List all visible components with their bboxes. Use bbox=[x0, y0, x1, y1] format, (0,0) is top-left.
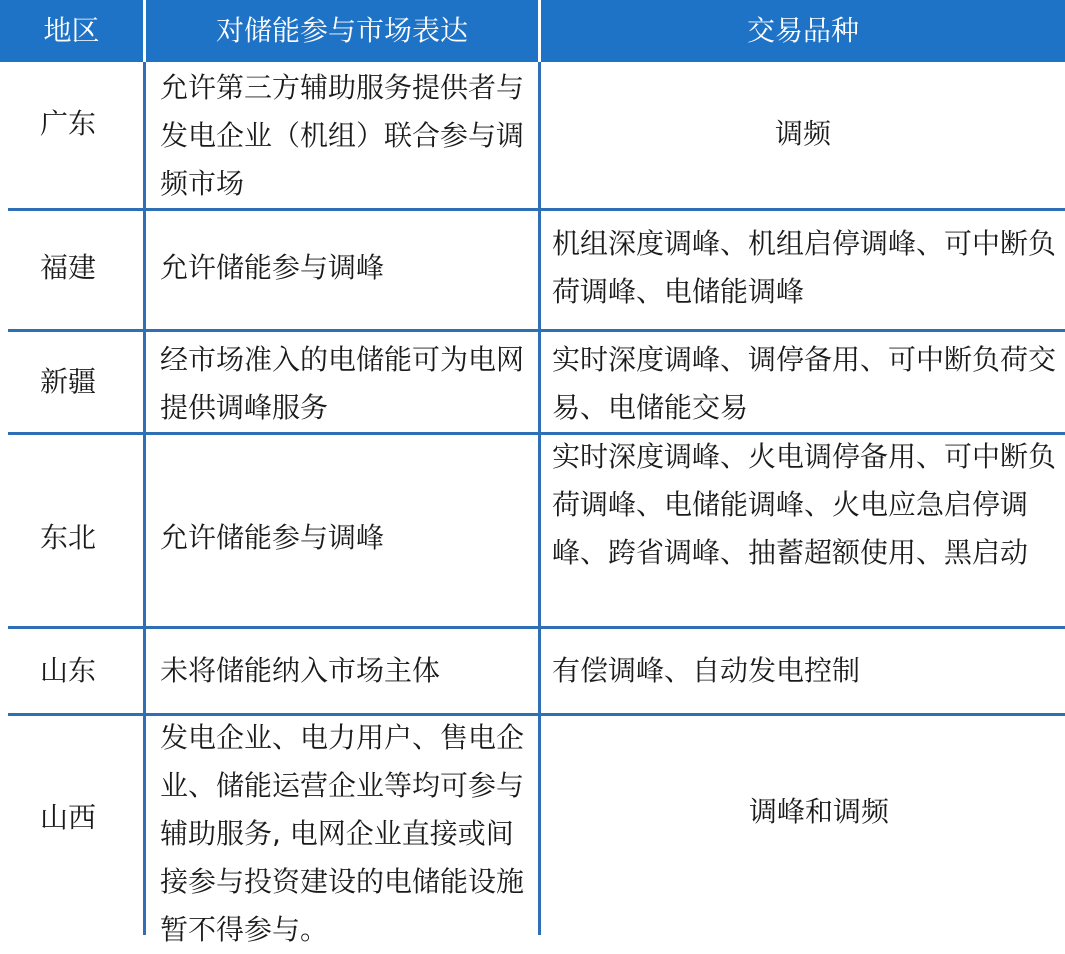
table-row bbox=[0, 629, 1065, 713]
products-cell: 机组深度调峰、机组启停调峰、可中断负荷调峰、电储能调峰 bbox=[552, 227, 1057, 308]
products-cell: 实时深度调峰、调停备用、可中断负荷交易、电储能交易 bbox=[552, 343, 1057, 424]
header-products: 交易品种 bbox=[746, 14, 859, 47]
table-row bbox=[0, 62, 1065, 208]
region-cell: 广东 bbox=[40, 107, 97, 140]
table-row bbox=[0, 435, 1065, 626]
products-cell: 调峰和调频 bbox=[748, 795, 889, 828]
policy-cell: 发电企业、电力用户、售电企业、储能运营企业等均可参与辅助服务, 电网企业直接或间接参与投资建设的电储能设施暂不得参与。 bbox=[160, 721, 525, 946]
region-cell: 山东 bbox=[40, 654, 97, 687]
table-row bbox=[0, 211, 1065, 329]
products-cell: 调频 bbox=[774, 117, 831, 150]
policy-cell: 允许储能参与调峰 bbox=[160, 521, 385, 554]
region-cell: 东北 bbox=[40, 521, 97, 554]
header-region: 地区 bbox=[43, 14, 100, 47]
region-cell: 山西 bbox=[40, 801, 97, 834]
policy-cell: 允许储能参与调峰 bbox=[160, 251, 385, 284]
table-row bbox=[0, 716, 1065, 946]
products-cell: 实时深度调峰、火电调停备用、可中断负荷调峰、电储能调峰、火电应急启停调峰、跨省调峰、抽蓄超额使用、黑启动 bbox=[552, 440, 1057, 569]
policy-cell: 允许第三方辅助服务提供者与发电企业（机组）联合参与调频市场 bbox=[160, 71, 525, 200]
region-cell: 新疆 bbox=[40, 365, 97, 398]
header-divider bbox=[538, 0, 541, 62]
header-divider bbox=[143, 0, 146, 62]
header-policy: 对储能参与市场表达 bbox=[215, 14, 468, 47]
policy-cell: 经市场准入的电储能可为电网提供调峰服务 bbox=[160, 343, 525, 424]
products-cell: 有偿调峰、自动发电控制 bbox=[552, 654, 861, 687]
region-cell: 福建 bbox=[40, 251, 97, 284]
table-row bbox=[0, 332, 1065, 432]
policy-cell: 未将储能纳入市场主体 bbox=[160, 654, 441, 687]
